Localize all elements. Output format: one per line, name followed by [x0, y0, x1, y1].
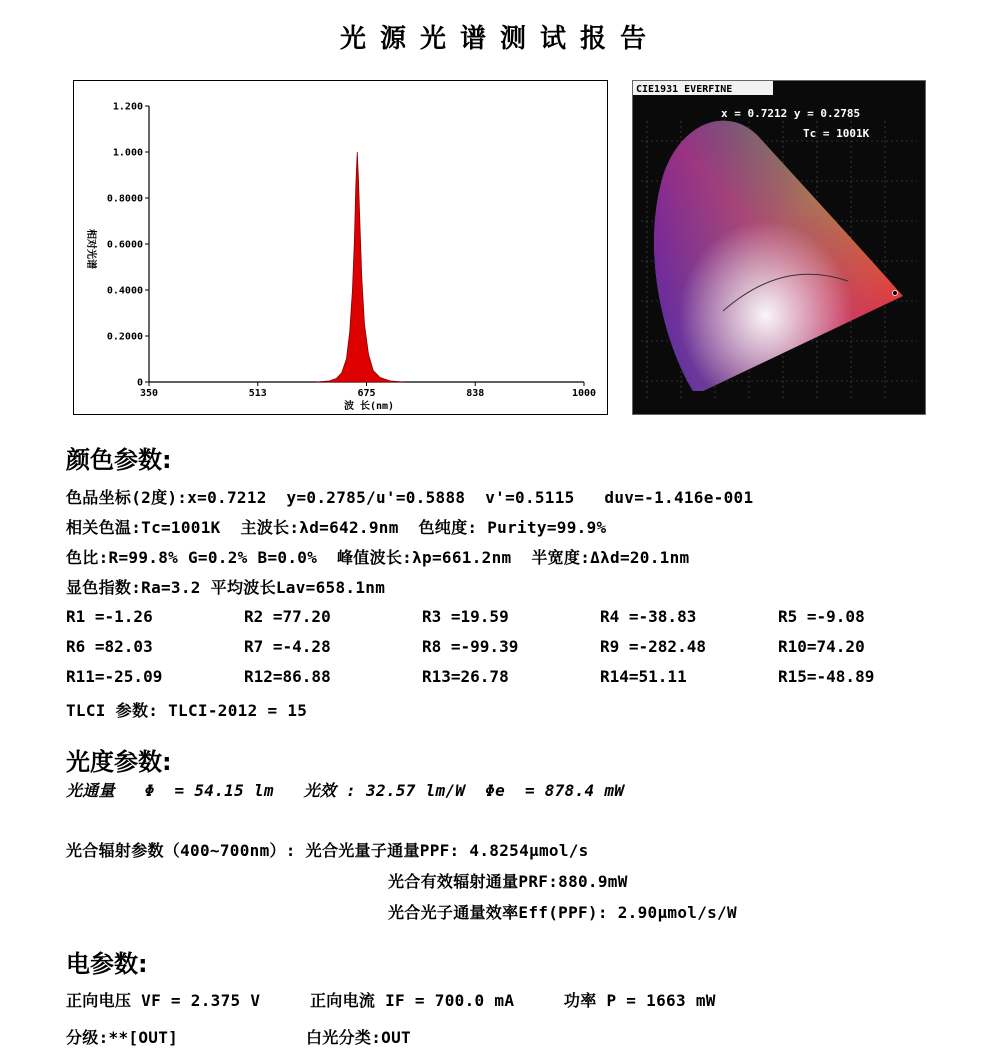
r-value: R10=74.20 [778, 637, 865, 656]
chromaticity-line: 色品坐标(2度):x=0.7212 y=0.2785/u'=0.5888 v'=0.5115 duv=-1.416e-001 [66, 488, 754, 507]
par-line-2: 光合有效辐射通量PRF:880.9mW [388, 872, 628, 891]
y-tick-label: 1.000 [112, 147, 143, 159]
color-params-heading: 颜色参数: [66, 446, 172, 474]
y-tick-label: 0.8000 [106, 193, 143, 205]
tlci-line: TLCI 参数: TLCI-2012 = 15 [66, 701, 308, 720]
x-tick-label: 350 [139, 388, 159, 399]
r-value: R4 =-38.83 [600, 607, 697, 626]
x-tick-label: 675 [357, 388, 376, 399]
spectrum-chart [74, 81, 607, 414]
r-value: R8 =-99.39 [422, 637, 519, 656]
par-line-1: 光合辐射参数（400~700nm）: 光合光量子通量PPF: 4.8254μmol/s [66, 841, 589, 860]
r-value: R6 =82.03 [66, 637, 153, 656]
y-tick-label: 0 [136, 377, 143, 389]
r-value: R14=51.11 [600, 667, 687, 686]
cie-tc: Tc = 1001K [803, 127, 870, 140]
cie-diagram-panel [632, 80, 926, 415]
r-value: R9 =-282.48 [600, 637, 706, 656]
x-axis-label: 波 长(nm) [343, 401, 395, 412]
r-value: R1 =-1.26 [66, 607, 153, 626]
r-value: R7 =-4.28 [244, 637, 331, 656]
r-value: R15=-48.89 [778, 667, 875, 686]
y-tick-label: 1.200 [112, 101, 143, 113]
y-tick-label: 0.4000 [106, 285, 143, 297]
r-value: R12=86.88 [244, 667, 331, 686]
y-axis-label: 相对光谱 [85, 229, 96, 269]
cie-coords: x = 0.7212 y = 0.2785 [721, 107, 861, 120]
par-line-3: 光合光子通量效率Eff(PPF): 2.90μmol/s/W [388, 903, 737, 922]
chromaticity-point [893, 291, 898, 296]
photometric-heading: 光度参数: [66, 748, 172, 776]
color-ratio-line: 色比:R=99.8% G=0.2% B=0.0% 峰值波长:λp=661.2nm 半宽度:Δλd=20.1nm [66, 548, 690, 567]
cie-header: CIE1931 EVERFINE [636, 84, 733, 95]
grade-line: 分级:**[OUT] [66, 1028, 179, 1047]
x-tick-label: 838 [466, 388, 485, 399]
spectrum-peak-area [316, 152, 403, 382]
r-value: R13=26.78 [422, 667, 509, 686]
r-value: R3 =19.59 [422, 607, 509, 626]
r-value: R5 =-9.08 [778, 607, 865, 626]
x-tick-label: 513 [248, 388, 267, 399]
cri-line: 显色指数:Ra=3.2 平均波长Lav=658.1nm [66, 578, 386, 597]
y-tick-label: 0.6000 [106, 239, 143, 251]
white-class-line: 白光分类:OUT [306, 1028, 411, 1047]
spectrum-chart-panel [73, 80, 608, 415]
report-title: 光源光谱测试报告 [339, 24, 660, 54]
cct-line: 相关色温:Tc=1001K 主波长:λd=642.9nm 色纯度: Purity=99.9% [66, 518, 607, 537]
cie-chromaticity-diagram [633, 81, 925, 414]
r-value: R2 =77.20 [244, 607, 331, 626]
y-tick-label: 0.2000 [106, 331, 143, 343]
electrical-heading: 电参数: [66, 950, 148, 978]
luminous-flux-line: 光通量 Φ = 54.15 lm 光效 : 32.57 lm/W Φe = 878.4 mW [66, 781, 625, 800]
x-tick-label: 1000 [571, 388, 597, 399]
electrical-line: 正向电压 VF = 2.375 V 正向电流 IF = 700.0 mA 功率 P = 1663 mW [66, 991, 716, 1010]
r-value: R11=-25.09 [66, 667, 163, 686]
